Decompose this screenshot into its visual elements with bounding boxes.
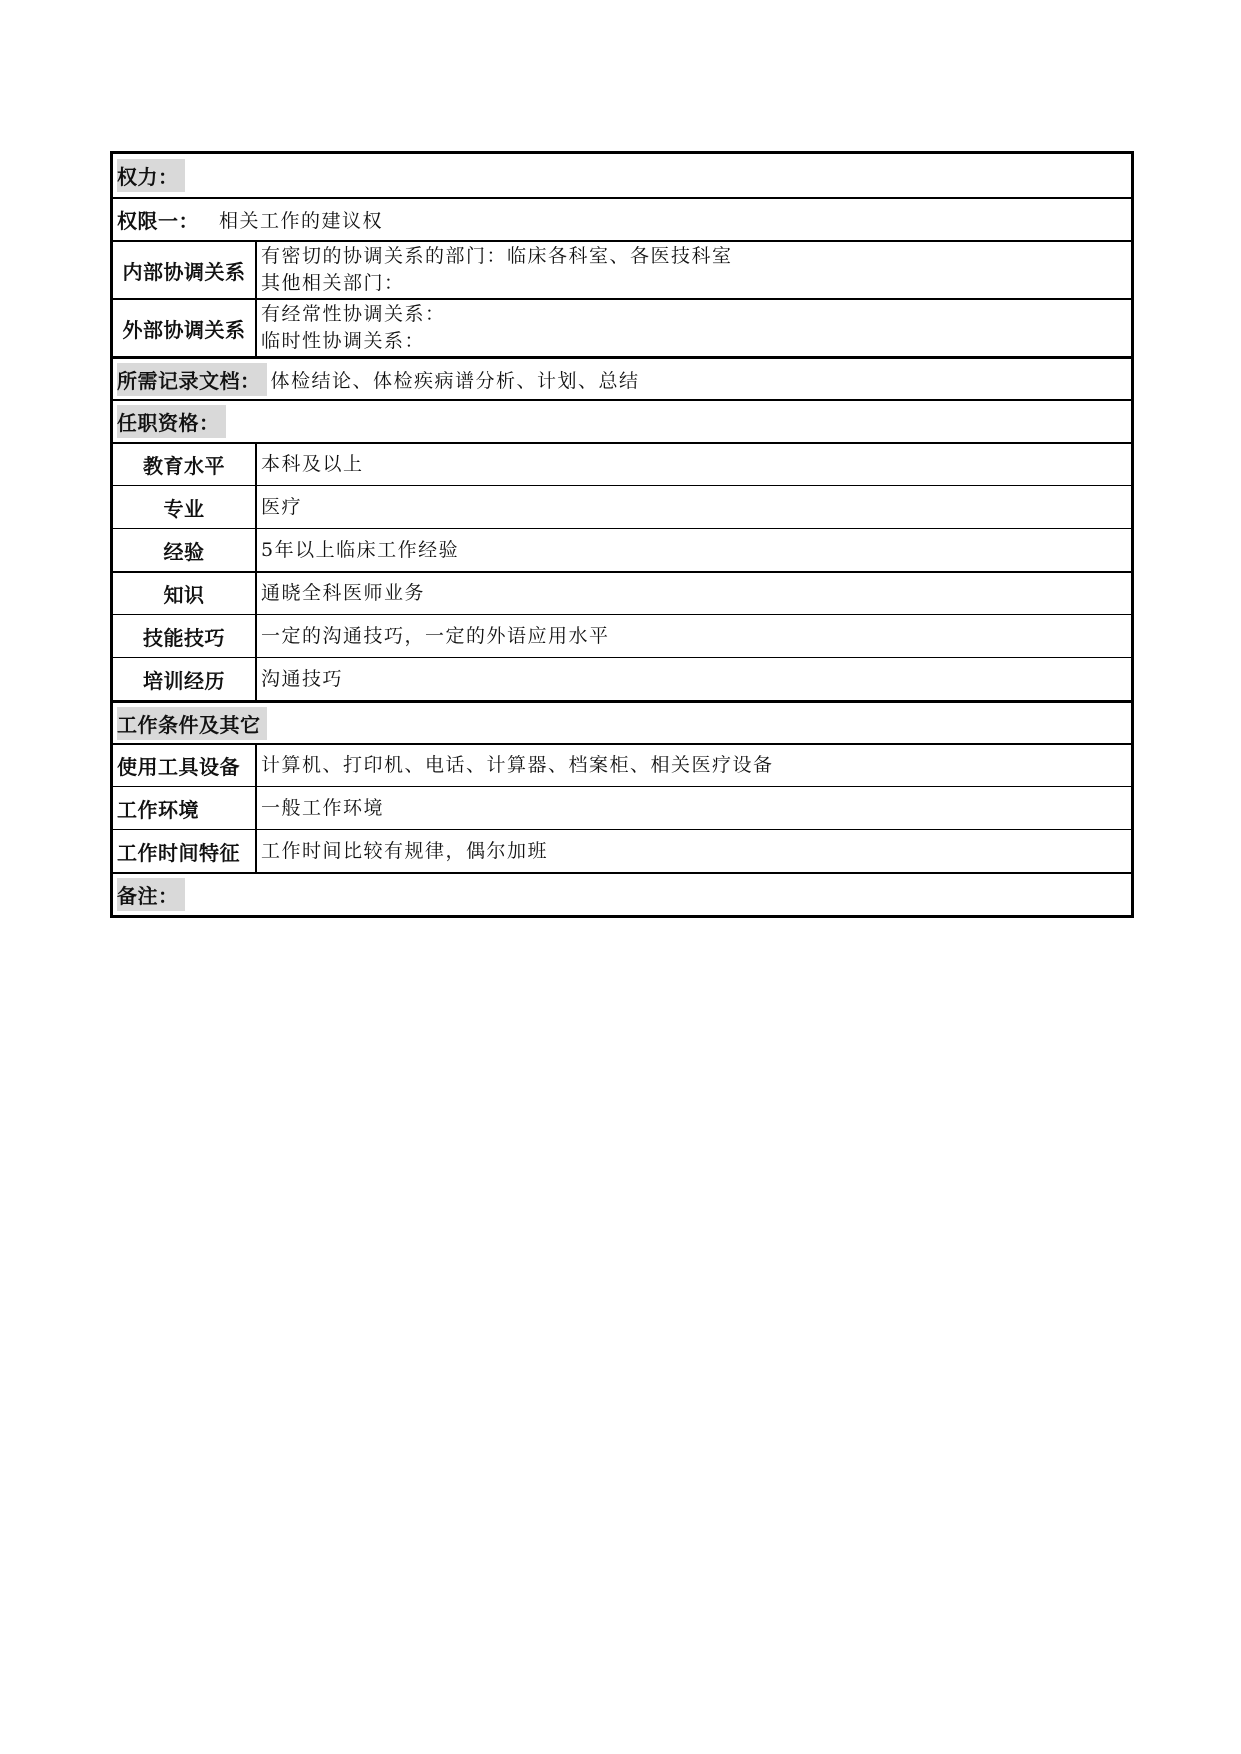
- authority-title: 权力：: [117, 159, 185, 192]
- records-value: 体检结论、体检疾病谱分析、计划、总结: [270, 369, 640, 392]
- qualification-label: 技能技巧: [113, 615, 257, 657]
- qualification-value: 通晓全科医师业务: [261, 582, 426, 604]
- qualification-label: 教育水平: [113, 444, 257, 485]
- internal-coordination-value: [257, 242, 1131, 298]
- conditions-title: 工作条件及其它: [117, 707, 267, 740]
- condition-label: 工作时间特征: [113, 830, 257, 872]
- external-coordination-value: [257, 300, 1131, 356]
- qualification-row: [113, 528, 1131, 571]
- internal-coordination-line-2: 其他相关部门：: [261, 272, 405, 294]
- qualification-value: 本科及以上: [261, 453, 364, 475]
- qualification-label: 培训经历: [113, 658, 257, 700]
- condition-row: [113, 743, 1131, 786]
- qualification-row: [113, 442, 1131, 485]
- qualification-value: 一定的沟通技巧，一定的外语应用水平: [261, 624, 610, 647]
- qualification-row: [113, 571, 1131, 614]
- condition-row: [113, 786, 1131, 829]
- condition-value: 计算机、打印机、电话、计算器、档案柜、相关医疗设备: [261, 754, 774, 776]
- condition-value: 一般工作环境: [261, 796, 385, 819]
- qualification-value: 5年以上临床工作经验: [261, 538, 460, 561]
- qualifications-title: 任职资格：: [117, 405, 226, 438]
- records-row: [113, 356, 1131, 399]
- remarks-row: [113, 872, 1131, 915]
- authority-limit-row: [113, 197, 1131, 240]
- internal-coordination-label: 内部协调关系: [113, 242, 257, 298]
- external-coordination-line-2: 临时性协调关系：: [261, 330, 426, 352]
- condition-label: 使用工具设备: [113, 745, 257, 786]
- qualification-row: [113, 657, 1131, 700]
- external-coordination-label: 外部协调关系: [113, 300, 257, 356]
- remarks-title: 备注：: [117, 878, 185, 911]
- internal-coordination-row: [113, 240, 1131, 298]
- qualification-row: [113, 614, 1131, 657]
- condition-label: 工作环境: [113, 787, 257, 829]
- external-coordination-row: [113, 298, 1131, 356]
- internal-coordination-line-1: 有密切的协调关系的部门：临床各科室、各医技科室: [261, 245, 733, 267]
- authority-header-row: [113, 154, 1131, 197]
- records-label: 所需记录文档：: [117, 363, 267, 396]
- qualification-value: 医疗: [261, 495, 303, 518]
- qualification-label: 专业: [113, 486, 257, 528]
- qualification-label: 知识: [113, 573, 257, 614]
- authority-limit-value: 相关工作的建议权: [219, 210, 384, 232]
- condition-value: 工作时间比较有规律，偶尔加班: [261, 839, 549, 862]
- qualification-row: [113, 485, 1131, 528]
- qualification-label: 经验: [113, 529, 257, 571]
- condition-row: [113, 829, 1131, 872]
- external-coordination-line-1: 有经常性协调关系：: [261, 303, 446, 325]
- authority-limit-label: 权限一：: [117, 209, 199, 233]
- qualification-value: 沟通技巧: [261, 667, 344, 690]
- qualifications-header-row: [113, 399, 1131, 442]
- conditions-header-row: [113, 700, 1131, 743]
- job-description-form: [110, 151, 1134, 918]
